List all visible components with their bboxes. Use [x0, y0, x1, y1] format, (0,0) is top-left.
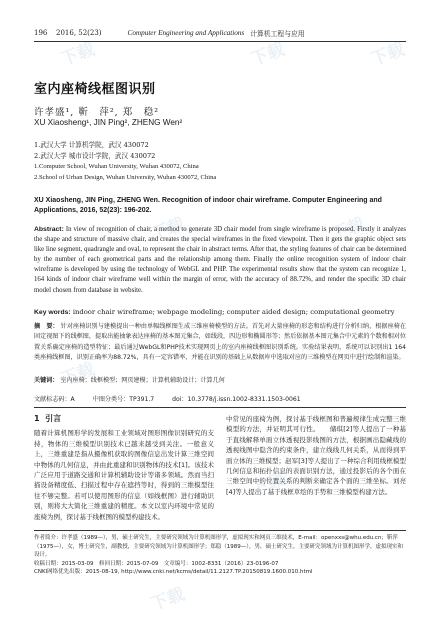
- affiliation-1-cn: 1.武汉大学 计算机学院，武汉 430072: [34, 141, 149, 149]
- document-identifiers: [34, 394, 406, 408]
- volume-issue: 2016, 52(23): [56, 29, 102, 37]
- keywords-cn-label: 关键词：: [34, 377, 59, 384]
- watermark: 下载: [148, 584, 188, 616]
- keywords-text: indoor chair wireframe; webpage modeling; computer aided design; computational geometry: [72, 308, 395, 316]
- authors-en: XU Xiaosheng¹, JIN Ping², ZHENG Wen²: [34, 118, 183, 127]
- watermark: 下载: [248, 469, 288, 501]
- footnote-dates: 收稿日期：2015-03-09 修回日期：2015-07-09 文章编号：1002-8331（2016）23-0196-07: [34, 560, 279, 567]
- paper-title: 室内座椅线框图识别: [34, 82, 156, 97]
- watermark: 下载: [58, 39, 98, 71]
- class-number: 中图分类号：TP391.7: [92, 396, 155, 403]
- watermark: 下载: [58, 359, 98, 391]
- journal-name: Computer Engineering and Applications: [127, 29, 245, 37]
- affiliation-1-en: 1.Computer School, Wuhan University, Wuhan 430072, China: [34, 163, 199, 170]
- abstract-label: Abstract:: [34, 226, 64, 233]
- affiliation-2-en: 2.School of Urban Design, Wuhan University, Wuhan 430072, China: [34, 174, 217, 181]
- journal-name-cn: 计算机工程与应用: [250, 30, 305, 38]
- keywords-en: [34, 307, 406, 318]
- affiliation-2-cn: 2.武汉大学 城市设计学院，武汉 430072: [34, 152, 156, 160]
- footnotes: [34, 530, 406, 577]
- abstract-cn-text: 针对座椅识别与建模提出一种由单幅线框图生成三维座椅模型的方法。首先对大量座椅的形态和结构进行分析归纳，根据座椅在固定视图下的线框图，提取出能抽象表达座椅的基本图元集合，如线段，四边形和椭圆形等；然后依据基本图元集合中元素的个数和相对位置关系确定座椅的造型特征；最后通过WebGL和PHP技术实现网页上的室内座椅线框图识别系统。实验结果表明，系统可以识别出1 164类座椅线框图，识别正确率为88.72%，具有一定容错率，并能在识别的基础上从数据库中选取对应的三维模型在网页中进行绘制和渲染。: [34, 323, 407, 362]
- doc-code: 文献标志码：A: [34, 396, 75, 403]
- doi: doi：10.3778/j.issn.1002-8331.1503-0061: [172, 396, 301, 403]
- watermark: 下载: [328, 214, 368, 246]
- body-paragraph-left: 随着计算机图形学的发展和工业领域对图形图像识别研究的支持，物体的三维模型识别技术已越来越受到关注。一般意义上，三维重建是指从摄像机获取的图像信息出发计算三维空间中物体的几何信息，并由此重建和识别物体的技术[1]。该技术广泛应用于道路交通和计算机辅助设计等诸多领域。然而当扫描设备精度低、扫描过程中存在遮挡等时，得到的三维模型往往不够完整。若可以使用图形的信息（如线框图）进行辅助识别，则将大大简化三维重建的精度。本文以室内环境中常见的座椅为例，探讨基于线框图的模型构建技术。: [34, 429, 214, 521]
- body-paragraph-right: 中常见的座椅为例，探讨基于线框图和普遍规律生成完整三维模型的方法，并证明其可行性。 储琪[2]等人提出了一种基于直线解释单面立体透视投影线图的方法，根据画出隐藏线的透视线图中隐含的约束条件，建立线线几何关系，从而得到平面立体的三维模型；赵军[3]等人提出了一种综合利用线框模型几何信息和拓扑信息的表面识别方法，通过投影后的各个面在三维空间中的位置关系的判断来确定各个面的三维坐标。刘亮[4]等人提出了基于线框草绘的手势和三维模型构建方法。: [226, 415, 406, 496]
- body-column-right: [226, 414, 406, 497]
- section-heading: [34, 414, 214, 424]
- keywords-cn: [34, 376, 406, 386]
- footnote-cnki: CNKI网络优先出版：2015-08-19, http://www.cnki.net/kcms/detail/11.2127.TP.20150819.1600.010.html: [34, 569, 313, 576]
- footnote-author-info: 作者简介：许孝盛（1989—），男，硕士研究生，主要研究领域为计算机图形学，虚拟现实和网页三维技术，E-mail：openxxs@whu.edu.cn；靳萍（1975—），女，博士研究生，副教授，主要研究领域为计算机图形学；郑稳（1989—），男，硕士研究生，主要研究领域为计算机图形学，虚拟现实和设计。: [34, 535, 403, 559]
- abstract-cn-label: 摘 要：: [34, 323, 59, 330]
- authors-cn: 许孝盛¹, 靳 萍², 郑 稳²: [34, 107, 160, 118]
- abstract-cn: [34, 322, 406, 364]
- watermark: 下载: [148, 214, 188, 246]
- watermark: 下载: [248, 39, 288, 71]
- watermark: 下载: [368, 39, 408, 71]
- section-number: 1: [34, 414, 40, 423]
- section-title: 引言: [45, 414, 62, 423]
- page-number: 196: [34, 29, 48, 37]
- abstract-en: [34, 225, 406, 296]
- abstract-text: In view of recognition of chair, a method to generate 3D chair model from single wireframe is proposed. Firstly it analyzes the shape and structure of massive chair, and creates the special wireframes in the fixed viewpoint. Then it gets the graphic object sets like line segment, quadrangle and oval, to represent the chair in abstract terms. After that, the styling features of chair can be determined by the number of each geometrical parts and the relationship among them. Finally the online recognition system of indoor chair wireframe is developed by using the technology of WebGL and PHP. The experimental results show that the system can recognize 1, 164 kinds of indoor chair wireframe well within the margin of error, with the accuracy of 88.72%, and render the specific 3D chair model chosen from database in website.: [34, 226, 406, 294]
- keywords-cn-text: 室内座椅；线框模型；网页建模；计算机辅助设计；计算几何: [60, 377, 225, 384]
- running-header: [34, 25, 406, 42]
- body-column-left: [34, 414, 214, 522]
- citation: XU Xiaosheng, JIN Ping, ZHENG Wen. Recognition of indoor chair wireframe. Computer Engineering and Applications, 2016, 52(23): 196-202.: [34, 197, 382, 214]
- keywords-label: Key words:: [34, 309, 71, 316]
